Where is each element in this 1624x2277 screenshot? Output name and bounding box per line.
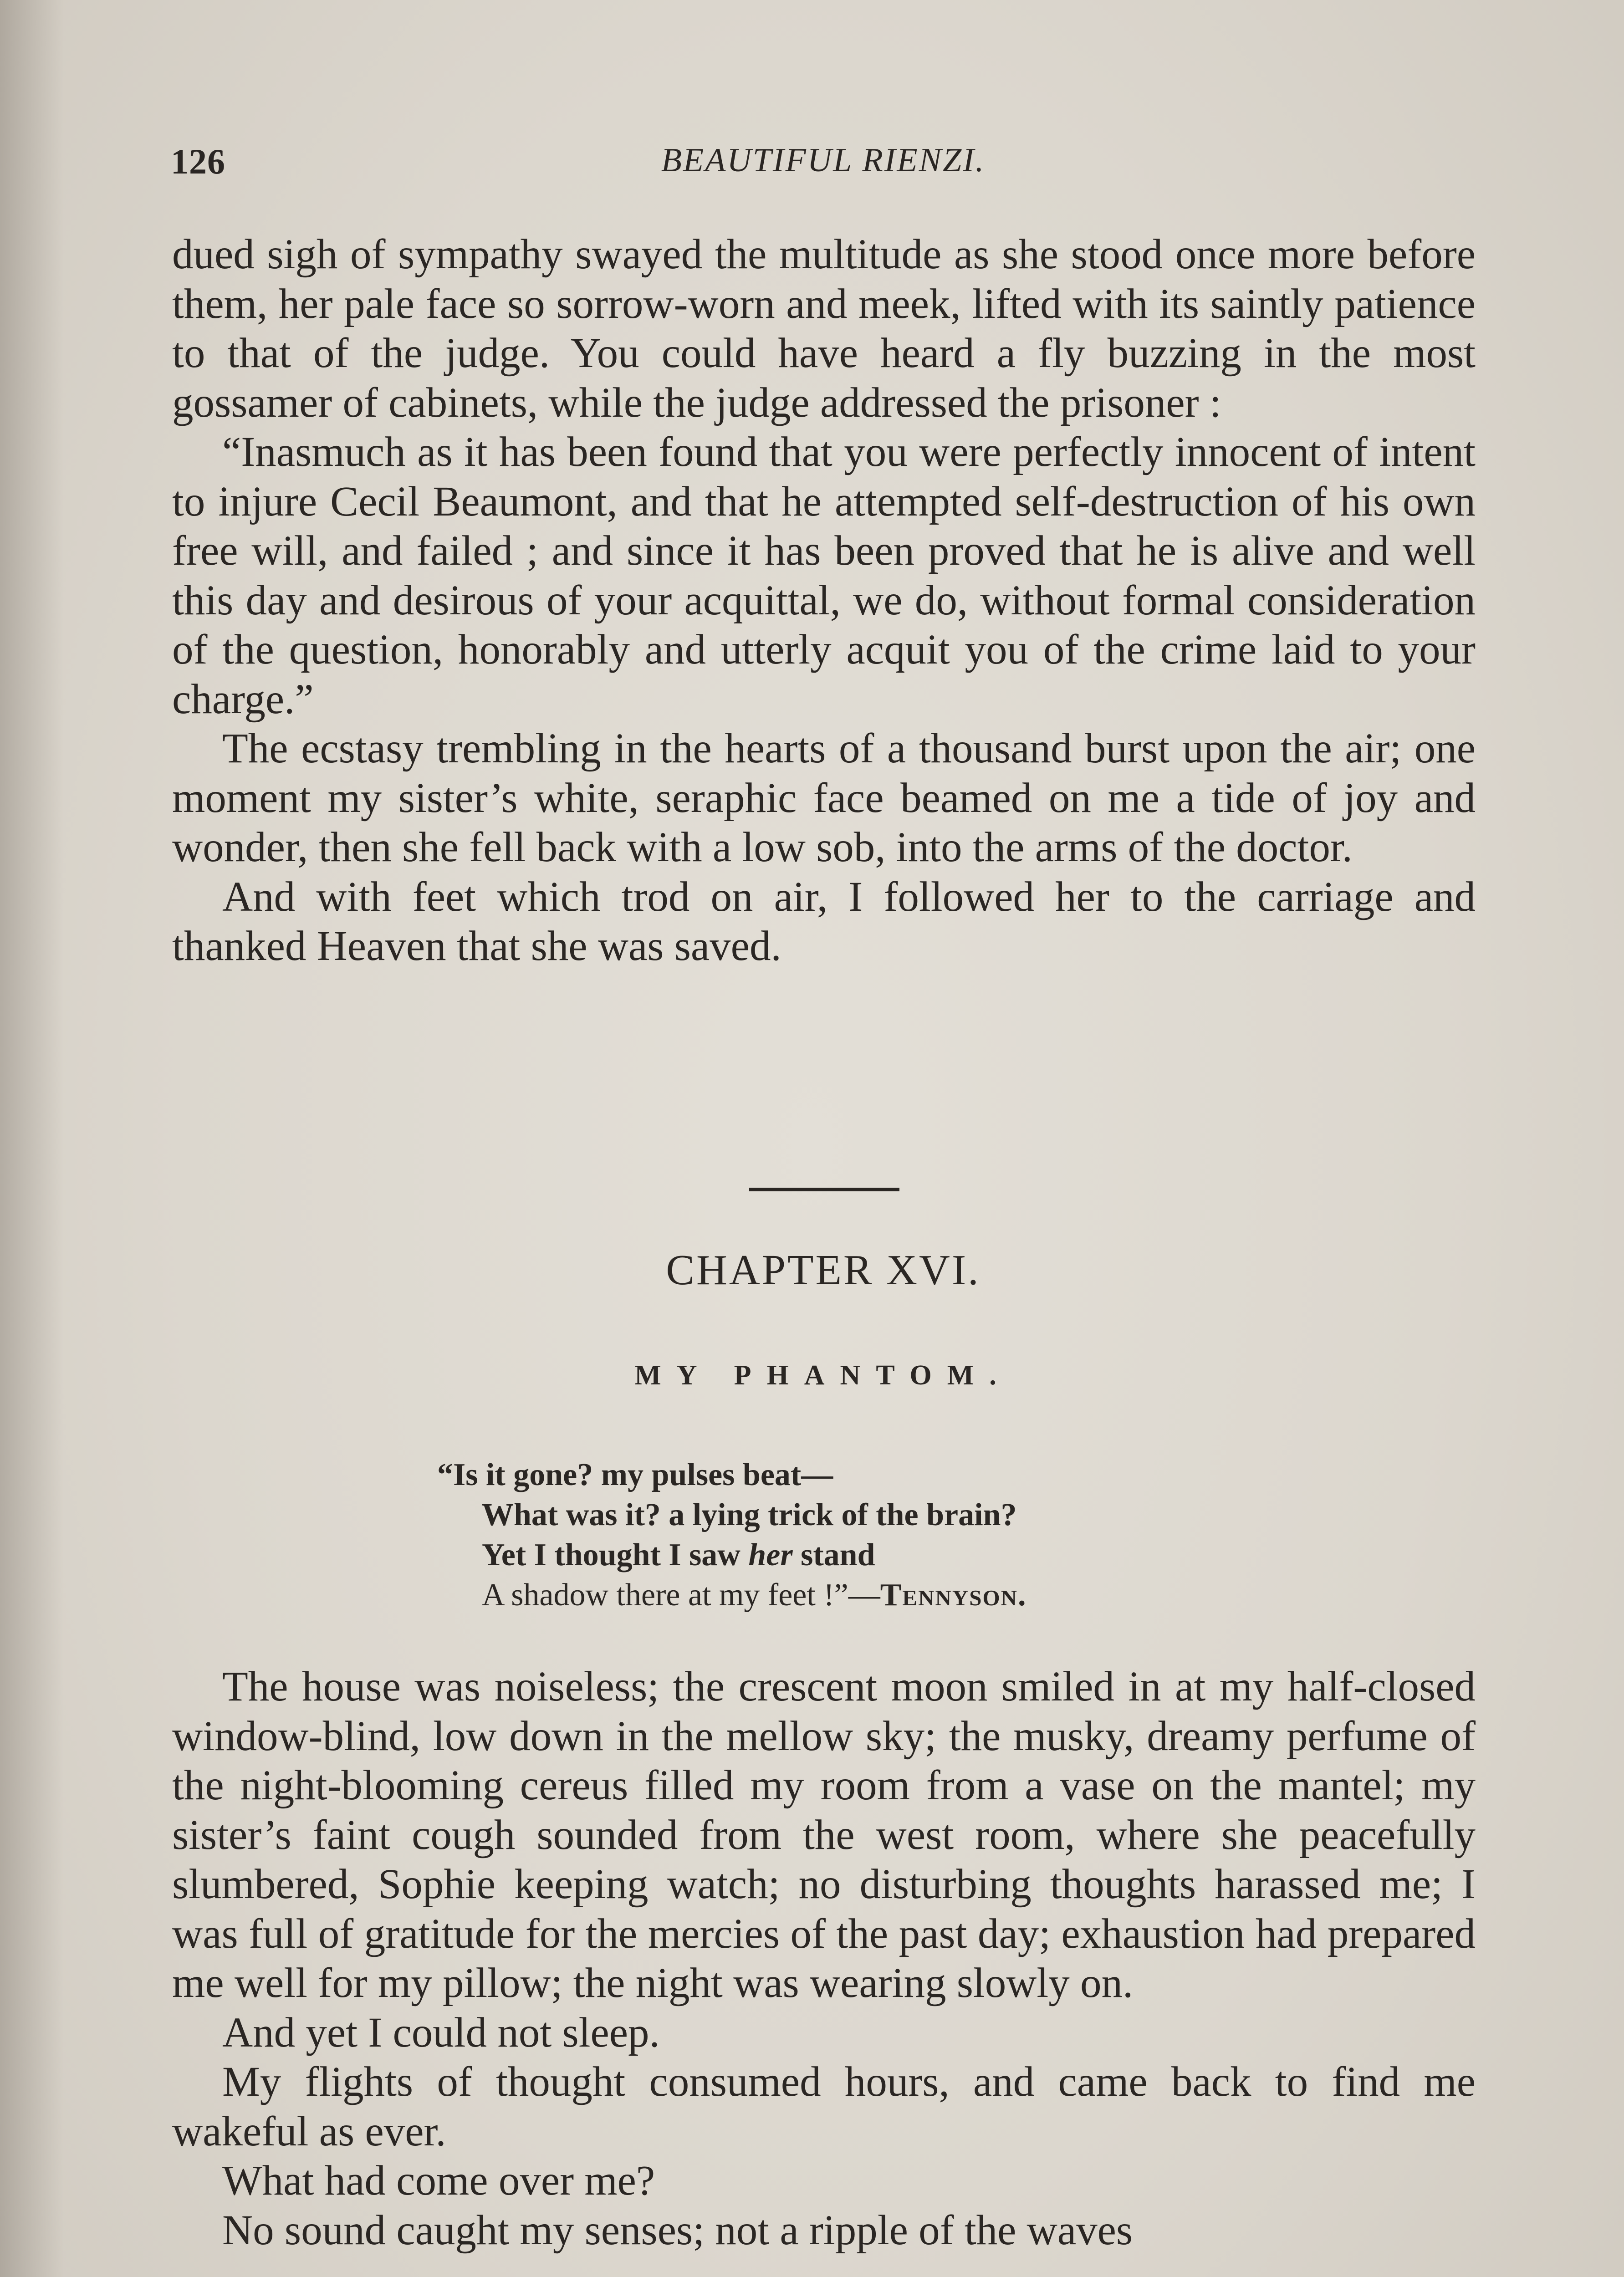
epigraph-emphasis: her xyxy=(748,1537,793,1572)
paragraph: “Inasmuch as it has been found that you were perfectly innocent of intent to injure Cecil Beaumont, and that he attempted self-destruction of his own free will, and failed ; and since it has been proved that he is alive and well this day and desirous of your acquittal, we do, without formal consideration of the question, honorably and utterly acquit you of the crime laid to your charge.” xyxy=(172,429,1476,723)
paragraph: And with feet which trod on air, I followed her to the carriage and thanked Heaven that she was saved. xyxy=(172,873,1476,970)
epigraph-attribution: Tennyson. xyxy=(880,1578,1027,1613)
epigraph-line xyxy=(437,1535,1302,1575)
chapter-subtitle: MY PHANTOM. xyxy=(634,1360,1012,1391)
paragraph: My flights of thought consumed hours, and came back to find me wakeful as ever. xyxy=(172,2058,1476,2155)
running-head xyxy=(171,141,1476,191)
chapter-title: CHAPTER XVI. xyxy=(666,1246,981,1294)
epigraph-text: stand xyxy=(792,1537,875,1572)
paragraph: dued sigh of sympathy swayed the multitude as she stood once more before them, her pale face so sorrow-worn and meek, lifted with its saintly patience to that of the judge. You could have heard a fly buzzing in the most gossamer of cabinets, while the judge addressed the prisoner : xyxy=(172,231,1476,426)
epigraph xyxy=(437,1455,1302,1615)
paragraph: What had come over me? xyxy=(222,2157,655,2204)
epigraph-line xyxy=(437,1575,1302,1615)
epigraph-text: Yet I thought I saw xyxy=(482,1537,749,1572)
spine-shadow xyxy=(0,0,64,2277)
page-number: 126 xyxy=(171,142,225,181)
paragraph: The ecstasy trembling in the hearts of a thousand burst upon the air; one moment my sister’s white, seraphic face beamed on me a tide of joy and wonder, then she fell back with a low sob, into the arms of the doctor. xyxy=(172,725,1476,871)
paragraph: The house was noiseless; the crescent moon smiled in at my half-closed window-blind, low down in the mellow sky; the musky, dreamy perfume of the night-blooming cereus filled my room from a vase on the mantel; my sister’s faint cough sounded from the west room, where she peacefully slumbered, Sophie keeping watch; no disturbing thoughts harassed me; I was full of gratitude for the mercies of the past day; exhaustion had prepared me well for my pillow; the night was wearing slowly on. xyxy=(172,1663,1476,2006)
running-title: BEAUTIFUL RIENZI. xyxy=(661,142,986,179)
paragraph: No sound caught my senses; not a ripple of the waves xyxy=(222,2206,1133,2254)
paragraph: And yet I could not sleep. xyxy=(222,2009,660,2056)
text-block-chapter xyxy=(172,1662,1476,2255)
epigraph-line: “Is it gone? my pulses beat— xyxy=(437,1457,833,1492)
epigraph-line: What was it? a lying trick of the brain? xyxy=(482,1497,1017,1532)
text-block-before-chapter xyxy=(172,230,1476,971)
section-divider xyxy=(749,1188,899,1191)
epigraph-text: A shadow there at my feet !”— xyxy=(482,1578,880,1613)
